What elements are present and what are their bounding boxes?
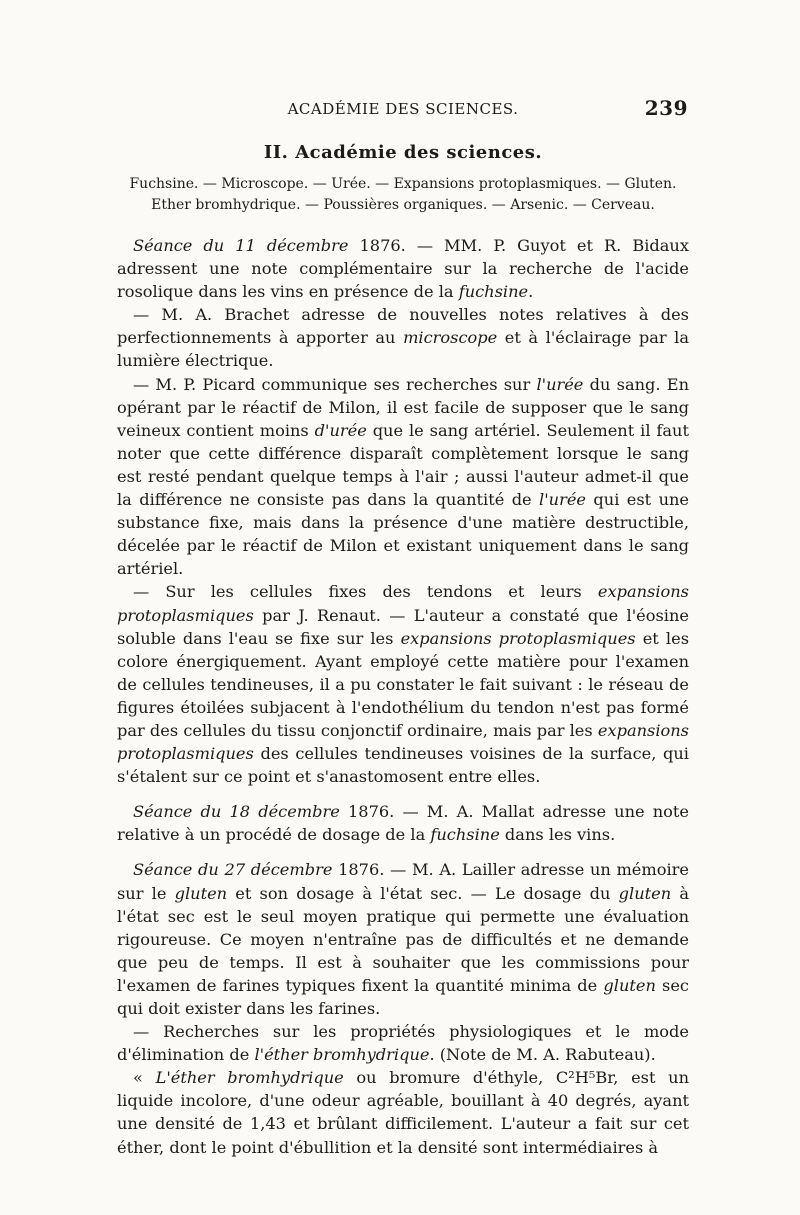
italic-term: expansions protoplasmiques bbox=[400, 628, 636, 648]
section-summary bbox=[118, 174, 688, 216]
paragraph-text: et son dosage à l'état sec. — Le dosage du bbox=[227, 883, 619, 903]
paragraph-text: . bbox=[528, 282, 534, 302]
italic-term: L'éther bromhydrique bbox=[155, 1068, 344, 1088]
paragraph-text: . (Note de M. A. Rabuteau). bbox=[429, 1045, 656, 1065]
session-date: Séance du 27 décembre bbox=[133, 860, 333, 880]
italic-term: gluten bbox=[603, 975, 656, 995]
paragraph-text: dans les vins. bbox=[499, 825, 616, 845]
paragraph-text: 1876. — M. A. Lailler adresse un mémoire sur le bbox=[117, 860, 689, 903]
italic-term: l'éther bromhydrique bbox=[254, 1045, 430, 1065]
running-head bbox=[118, 96, 688, 120]
paragraph-text: — Recherches sur les propriétés physiologiques et le mode d'élimination de bbox=[117, 1022, 689, 1065]
paragraph-text: que le sang artériel. Seulement il faut noter que cette différence disparaît complètement lorsque le sang est resté pendant quelque temps à l'air ; aussi l'auteur admet-il que la différence ne consiste pas dans la quantité de bbox=[117, 420, 689, 510]
paragraph-text: — Sur les cellules fixes des tendons et leurs bbox=[133, 582, 598, 602]
paragraph-text: — M. A. Brachet adresse de nouvelles notes relatives à des perfectionnements à apporter au bbox=[117, 305, 689, 348]
italic-term: l'urée bbox=[539, 490, 586, 510]
italic-term: gluten bbox=[174, 883, 228, 903]
paragraph-brachet bbox=[117, 303, 689, 372]
page-number: 239 bbox=[644, 96, 688, 120]
paragraph-text: qui est une substance fixe, mais dans la présence d'une matière destructible, décelée par le réactif de Milon et existant uniquement dans le sang artériel. bbox=[117, 490, 689, 579]
paragraph-seance-11 bbox=[117, 234, 689, 303]
italic-term: fuchsine bbox=[430, 825, 500, 845]
article-body bbox=[117, 234, 689, 1159]
paragraph-text: « bbox=[133, 1068, 156, 1088]
italic-term: fuchsine bbox=[458, 282, 529, 302]
paragraph-text: des cellules tendineuses voisines de la surface, qui s'étalent sur ce point et s'anastomosent entre elles. bbox=[117, 744, 689, 787]
paragraph-text: sec qui doit exister dans les farines. bbox=[117, 975, 690, 1018]
italic-term: expansions protoplasmiques bbox=[117, 720, 689, 764]
paragraph-picard bbox=[117, 373, 689, 581]
section-title: II. Académie des sciences. bbox=[263, 142, 543, 163]
paragraph-text: du sang. En opérant par le réactif de Milon, il est facile de supposer que le sang veineux contient moins bbox=[117, 374, 689, 440]
session-date: Séance du 18 décembre bbox=[133, 802, 340, 822]
paragraph-text: à l'état sec est le seul moyen pratique qui permette une évaluation rigoureuse. Ce moyen n'entraîne pas de difficultés et ne demande que peu de temps. Il est à souhaiter que les commissions pour l'examen de farines typiques fixent la quantité minima de bbox=[117, 883, 689, 995]
italic-term: d'urée bbox=[314, 420, 367, 440]
paragraph-text: et à l'éclairage par la lumière électrique. bbox=[117, 328, 689, 371]
paragraph-seance-18 bbox=[117, 800, 689, 846]
paragraph-text: ou bromure d'éthyle, C²H⁵Br, est un liquide incolore, d'une odeur agréable, bouillant à 40 degrés, ayant une densité de 1,43 et brûlant difficilement. L'auteur a fait sur cet éther, dont le point d'ébullition et la densité sont intermédiaires à bbox=[117, 1068, 689, 1157]
paragraph-text: 1876. — M. A. Mallat adresse une note relative à un procédé de dosage de la bbox=[117, 802, 689, 845]
italic-term: expansions protoplasmiques bbox=[117, 582, 689, 625]
paragraph-text: — M. P. Picard communique ses recherches sur bbox=[133, 374, 537, 394]
paragraph-seance-27 bbox=[117, 858, 689, 1020]
paragraph-text: et les colore énergiquement. Ayant employé cette matière pour l'examen de cellules tendineuses, il a pu constater le fait suivant : le réseau de figures étoilées subjacent à l'endothélium du tendon n'est pas formé par des cellules du tissu conjonctif ordinaire, mais par les bbox=[117, 628, 689, 740]
italic-term: l'urée bbox=[536, 374, 584, 394]
running-title: ACADÉMIE DES SCIENCES. bbox=[287, 100, 519, 118]
paragraph-rabuteau bbox=[117, 1020, 689, 1066]
paragraph-text: 1876. — MM. P. Guyot et R. Bidaux adressent une note complémentaire sur la recherche de l'acide rosolique dans les vins en présence de la bbox=[117, 236, 689, 302]
paragraph-renaut bbox=[117, 580, 689, 788]
summary-line: Ether bromhydrique. — Poussières organiques. — Arsenic. — Cerveau. bbox=[151, 197, 655, 213]
italic-term: microscope bbox=[403, 328, 498, 348]
paragraph-ether bbox=[117, 1066, 689, 1158]
italic-term: gluten bbox=[618, 883, 672, 903]
summary-line: Fuchsine. — Microscope. — Urée. — Expansions protoplasmiques. — Gluten. bbox=[129, 176, 677, 192]
paragraph-text: par J. Renaut. — L'auteur a constaté que l'éosine soluble dans l'eau se fixe sur les bbox=[117, 605, 689, 648]
session-date: Séance du 11 décembre bbox=[133, 236, 349, 255]
